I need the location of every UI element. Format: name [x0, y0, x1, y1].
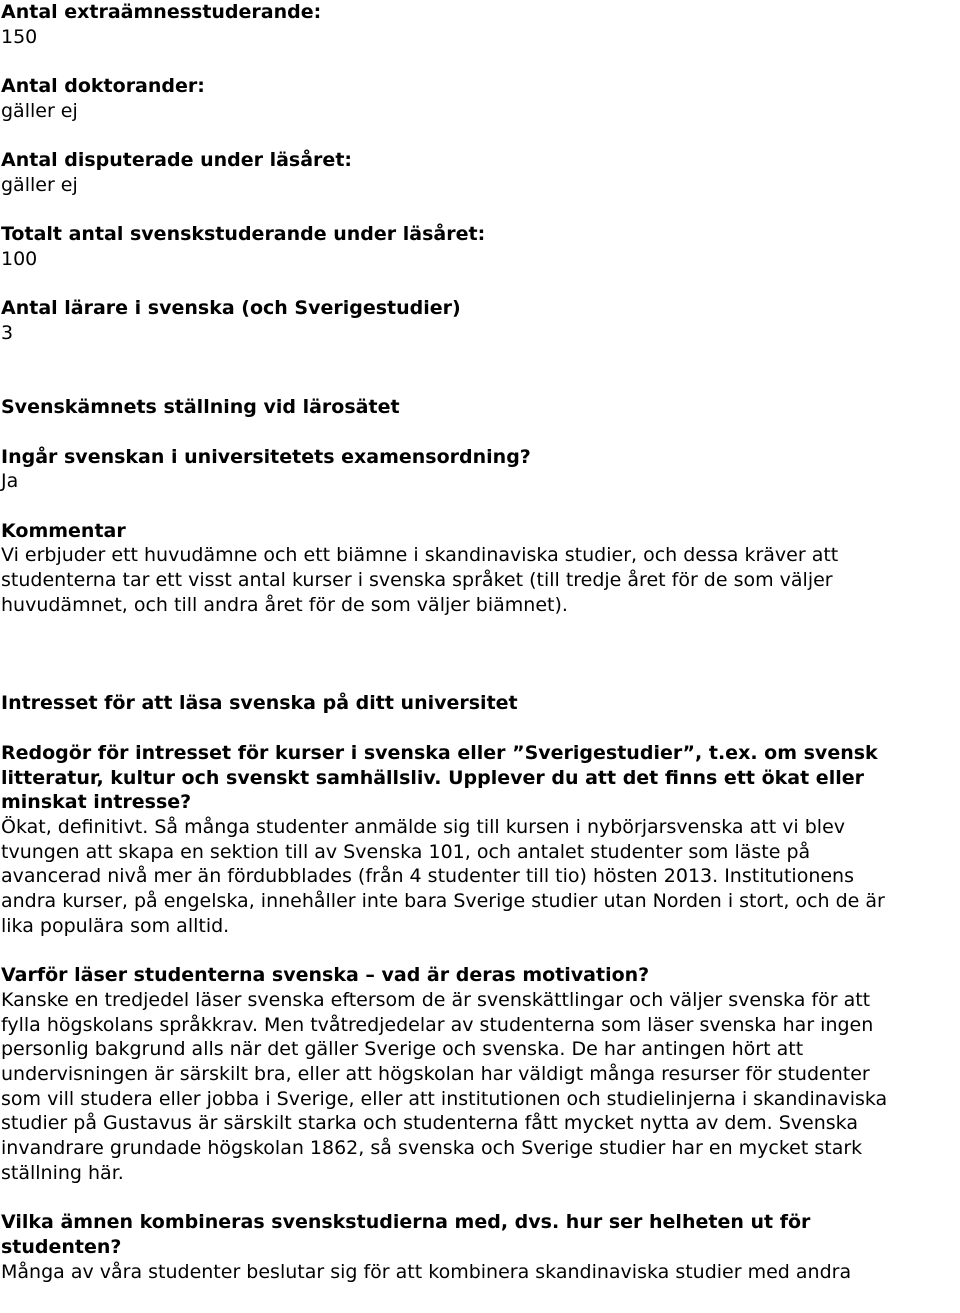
extra-subject-label: Antal extraämnesstuderande:	[1, 1, 322, 23]
interest-question-line: minskat intresse?	[1, 791, 192, 814]
disputed-label: Antal disputerade under läsåret:	[1, 149, 352, 172]
doctoral-value: gäller ej	[1, 99, 78, 122]
position-section	[1, 395, 959, 617]
stats-section	[1, 0, 959, 346]
total-students-value: 100	[1, 247, 38, 270]
motivation-line: studier på Gustavus är särskilt starka och studenterna fått mycket nytta av dem. Svenska	[1, 1112, 858, 1135]
combine-question-line: Vilka ämnen kombineras svenskstudierna med, dvs. hur ser helheten ut för	[1, 1211, 811, 1234]
motivation-line: undervisningen är särskilt bra, eller att högskolan har väldigt många resurser för studenter	[1, 1062, 870, 1085]
combine-answer-line: Många av våra studenter beslutar sig för att kombinera skandinaviska studier med andra	[1, 1260, 852, 1283]
motivation-line: som vill studera eller jobba i Sverige, eller att institutionen och studielinjerna i skandinaviska	[1, 1087, 888, 1110]
teachers-value: 3	[1, 322, 14, 345]
total-students-label: Totalt antal svenskstuderande under läsåret:	[1, 223, 486, 246]
interest-answer-line: avancerad nivå mer än fördubblades (från 4 studenter till tio) hösten 2013. Institutionens	[1, 865, 854, 888]
motivation-question: Varför läser studenterna svenska – vad är deras motivation?	[1, 964, 650, 987]
teachers-label: Antal lärare i svenska (och Sverigestudier)	[1, 297, 461, 320]
comment-line: Vi erbjuder ett huvudämne och ett biämne i skandinaviska studier, och dessa kräver att	[1, 544, 839, 567]
interest-heading: Intresset för att läsa svenska på ditt universitet	[1, 692, 518, 715]
comment-line: huvudämnet, och till andra året för de som väljer biämnet).	[1, 593, 568, 616]
motivation-line: personlig bakgrund alls när det gäller Sverige och svenska. De har antingen hört att	[1, 1038, 804, 1061]
interest-answer-line: tvungen att skapa en sektion till av Svenska 101, och antalet studenter som läste på	[1, 840, 811, 863]
position-heading: Svenskämnets ställning vid lärosätet	[1, 396, 400, 419]
motivation-line: ställning här.	[1, 1161, 124, 1184]
document-page	[1, 0, 959, 1284]
interest-question-line: litteratur, kultur och svenskt samhällsliv. Upplever du att det finns ett ökat eller	[1, 766, 864, 789]
exam-answer: Ja	[1, 470, 19, 493]
disputed-value: gäller ej	[1, 173, 78, 196]
doctoral-label: Antal doktorander:	[1, 75, 205, 98]
interest-answer-line: Ökat, definitivt. Så många studenter anmälde sig till kursen i nybörjarsvenska att vi blev	[1, 815, 846, 838]
interest-question-line: Redogör för intresset för kurser i svenska eller ”Sverigestudier”, t.ex. om svensk	[1, 741, 878, 764]
comment-label: Kommentar	[1, 519, 126, 542]
motivation-line: Kanske en tredjedel läser svenska eftersom de är svenskättlingar och väljer svenska för att	[1, 988, 871, 1011]
interest-answer-line: andra kurser, på engelska, innehåller inte bara Sverige studier utan Norden i stort, och de är	[1, 890, 885, 913]
interest-section	[1, 691, 959, 1284]
motivation-line: fylla högskolans språkkrav. Men tvåtredjedelar av studenterna som läser svenska har ingen	[1, 1013, 874, 1036]
combine-question-line: studenten?	[1, 1235, 122, 1258]
comment-line: studenterna tar ett visst antal kurser i svenska språket (till tredje året för de som väljer	[1, 569, 833, 592]
motivation-line: invandrare grundade högskolan 1862, så svenska och Sverige studier har en mycket stark	[1, 1137, 863, 1160]
extra-subject-value: 150	[1, 25, 38, 48]
interest-answer-line: lika populära som alltid.	[1, 914, 230, 937]
exam-question: Ingår svenskan i universitetets examensordning?	[1, 445, 531, 468]
